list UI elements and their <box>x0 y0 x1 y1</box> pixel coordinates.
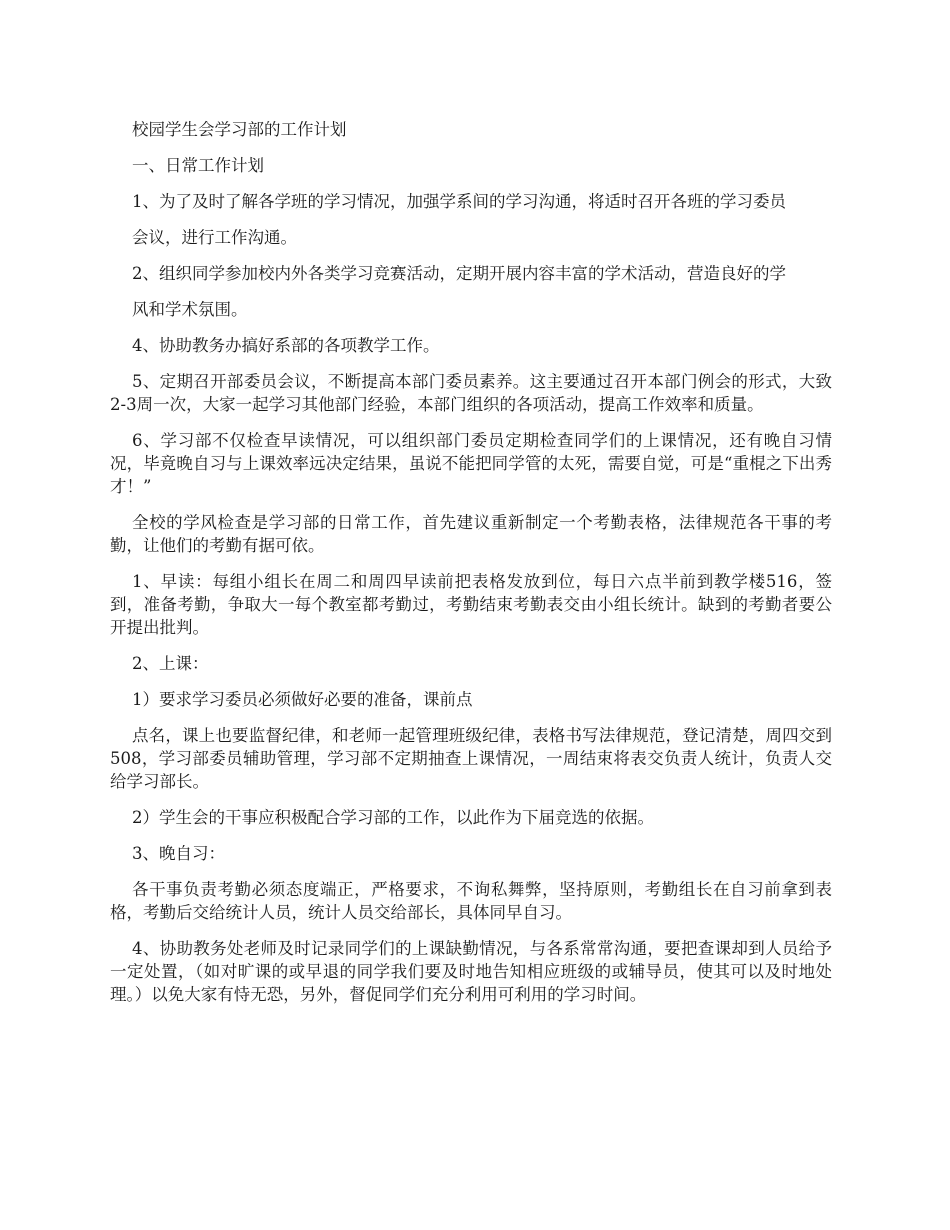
paragraph: 1、为了及时了解各学班的学习情况，加强学系间的学习沟通，将适时召开各班的学习委员 <box>132 192 786 211</box>
paragraph: 会议，进行工作沟通。 <box>132 228 297 247</box>
document-body <box>110 118 832 1019</box>
paragraph: 各干事负责考勤必须态度端正，严格要求，不询私舞弊，坚持原则，考勤组长在自习前拿到表格，考勤后交给统计人员，统计人员交给部长，具体同早自习。 <box>110 880 832 922</box>
paragraph: 全校的学风检查是学习部的日常工作，首先建议重新制定一个考勤表格，法律规范各干事的考勤，让他们的考勤有据可依。 <box>110 513 832 555</box>
paragraph: 点名，课上也要监督纪律，和老师一起管理班级纪律，表格书写法律规范，登记清楚，周四交到508，学习部委员辅助管理，学习部不定期抽查上课情况，一周结束将表交负责人统计，负责人交给学习部长。 <box>110 726 832 791</box>
paragraph: 3、晚自习： <box>132 844 225 863</box>
paragraph: 2）学生会的干事应积极配合学习部的工作，以此作为下届竞选的依据。 <box>132 808 654 827</box>
paragraph: 4、协助教务处老师及时记录同学们的上课缺勤情况，与各系常常沟通，要把查课却到人员给予一定处置，（如对旷课的或早退的同学我们要及时地告知相应班级的或辅导员，使其可以及时地处理。）以免大家有恃无恐，另外，督促同学们充分利用可利用的学习时间。 <box>110 939 832 1004</box>
paragraph: 5、定期召开部委员会议，不断提高本部门委员素养。这主要通过召开本部门例会的形式，大致2-3周一次，大家一起学习其他部门经验，本部门组织的各项活动，提高工作效率和质量。 <box>110 372 832 414</box>
paragraph: 6、学习部不仅检查早读情况，可以组织部门委员定期检查同学们的上课情况，还有晚自习情况，毕竟晚自习与上课效率远决定结果，虽说不能把同学管的太死，需要自觉，可是“重棍之下出秀才！” <box>110 431 832 496</box>
paragraph: 2、上课： <box>132 654 209 673</box>
paragraph: 风和学术氛围。 <box>132 300 248 319</box>
paragraph: 2、组织同学参加校内外各类学习竞赛活动，定期开展内容丰富的学术活动，营造良好的学 <box>132 264 786 283</box>
paragraph: 4、协助教务办搞好系部的各项教学工作。 <box>132 336 440 355</box>
paragraph: 1、早读：每组小组长在周二和周四早读前把表格发放到位，每日六点半前到教学楼516，签到，准备考勤，争取大一每个教室都考勤过，考勤结束考勤表交由小组长统计。缺到的考勤者要公开提出批判。 <box>110 572 832 637</box>
document-title: 校园学生会学习部的工作计划 <box>132 120 347 139</box>
paragraph: 1）要求学习委员必须做好必要的准备，课前点 <box>132 690 473 709</box>
paragraph: 一、日常工作计划 <box>132 156 264 175</box>
